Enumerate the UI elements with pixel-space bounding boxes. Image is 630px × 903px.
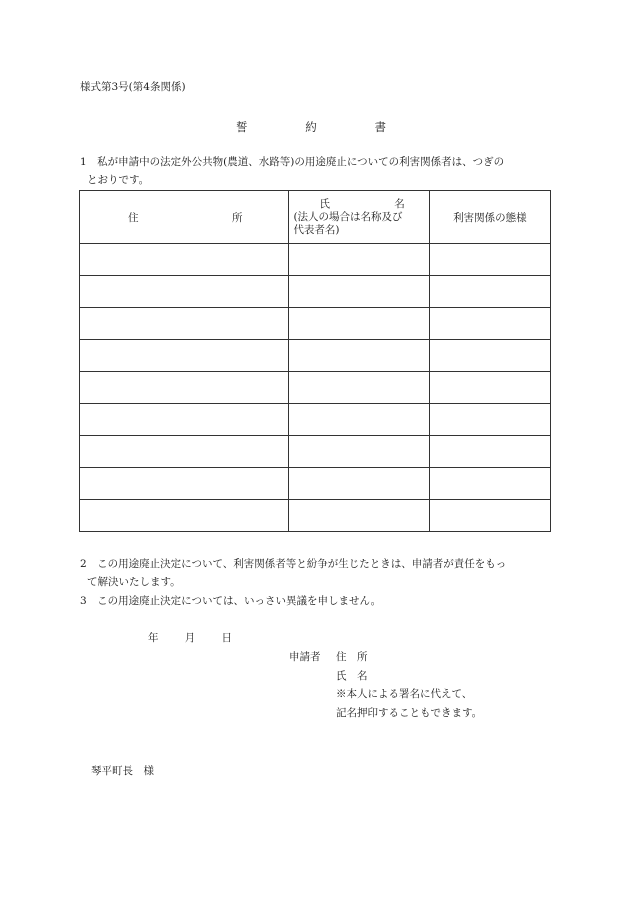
relation-cell[interactable] — [429, 340, 550, 372]
header-name-char: 名 — [394, 197, 405, 210]
title-char: 誓 — [236, 120, 248, 134]
clause-1-line-2: とおりです。 — [87, 174, 150, 186]
date-line — [148, 631, 232, 645]
address-cell[interactable] — [80, 500, 289, 532]
date-month-label: 月 — [184, 632, 196, 644]
address-cell[interactable] — [80, 340, 289, 372]
name-cell[interactable] — [289, 436, 429, 468]
header-relation — [429, 191, 550, 244]
address-cell[interactable] — [80, 308, 289, 340]
table-row — [80, 244, 551, 276]
signature-note-line-2: 記名押印することもできます。 — [336, 707, 483, 719]
signature-note-line-1: ※本人による署名に代えて、 — [336, 688, 473, 700]
clause-1-line-1: 1 私が申請中の法定外公共物(農道、水路等)の用途廃止についての利害関係者は、つぎの — [80, 156, 505, 168]
header-name-sub-line-1: (法人の場合は名称及び — [293, 210, 403, 223]
name-cell[interactable] — [289, 500, 429, 532]
name-cell[interactable] — [289, 244, 429, 276]
table-row — [80, 404, 551, 436]
clause-2-line-2: て解決いたします。 — [87, 576, 181, 588]
table-row — [80, 372, 551, 404]
relation-cell[interactable] — [429, 276, 550, 308]
name-cell[interactable] — [289, 340, 429, 372]
title-char: 書 — [374, 120, 386, 134]
table-row — [80, 340, 551, 372]
relation-cell[interactable] — [429, 308, 550, 340]
name-cell[interactable] — [289, 372, 429, 404]
document-title — [236, 119, 386, 135]
applicant-name-label: 氏 名 — [336, 670, 368, 682]
relation-cell[interactable] — [429, 468, 550, 500]
interested-parties-table — [79, 190, 551, 532]
name-cell[interactable] — [289, 404, 429, 436]
addressee: 琴平町長 様 — [91, 765, 154, 777]
clause-3: 3 この用途廃止決定については、いっさい異議を申しません。 — [80, 595, 382, 607]
address-cell[interactable] — [80, 404, 289, 436]
name-cell[interactable] — [289, 308, 429, 340]
address-cell[interactable] — [80, 244, 289, 276]
name-cell[interactable] — [289, 276, 429, 308]
header-address-char: 住 — [128, 211, 139, 224]
date-day-label: 日 — [221, 632, 232, 644]
title-char: 約 — [305, 120, 317, 134]
applicant-address-label: 住 所 — [336, 651, 368, 663]
header-address — [80, 191, 289, 244]
table-row — [80, 436, 551, 468]
header-address-char: 所 — [231, 211, 243, 224]
header-relation-label: 利害関係の態様 — [453, 211, 527, 224]
table-row — [80, 500, 551, 532]
applicant-label: 申請者 — [289, 651, 321, 663]
relation-cell[interactable] — [429, 404, 550, 436]
address-cell[interactable] — [80, 372, 289, 404]
table-row — [80, 276, 551, 308]
name-cell[interactable] — [289, 468, 429, 500]
clause-2-line-1: 2 この用途廃止決定について、利害関係者等と紛争が生じたときは、申請者が責任をもっ — [80, 558, 507, 570]
form-number: 様式第3号(第4条関係) — [80, 81, 186, 93]
address-cell[interactable] — [80, 436, 289, 468]
table-row — [80, 308, 551, 340]
table-row — [80, 468, 551, 500]
relation-cell[interactable] — [429, 244, 550, 276]
address-cell[interactable] — [80, 468, 289, 500]
address-cell[interactable] — [80, 276, 289, 308]
date-year-label: 年 — [148, 632, 159, 644]
relation-cell[interactable] — [429, 500, 550, 532]
relation-cell[interactable] — [429, 436, 550, 468]
header-name-char: 氏 — [319, 197, 330, 210]
relation-cell[interactable] — [429, 372, 550, 404]
table-header-row — [80, 191, 551, 244]
header-name — [289, 191, 429, 244]
header-name-sub-line-2: 代表者名) — [293, 223, 340, 236]
